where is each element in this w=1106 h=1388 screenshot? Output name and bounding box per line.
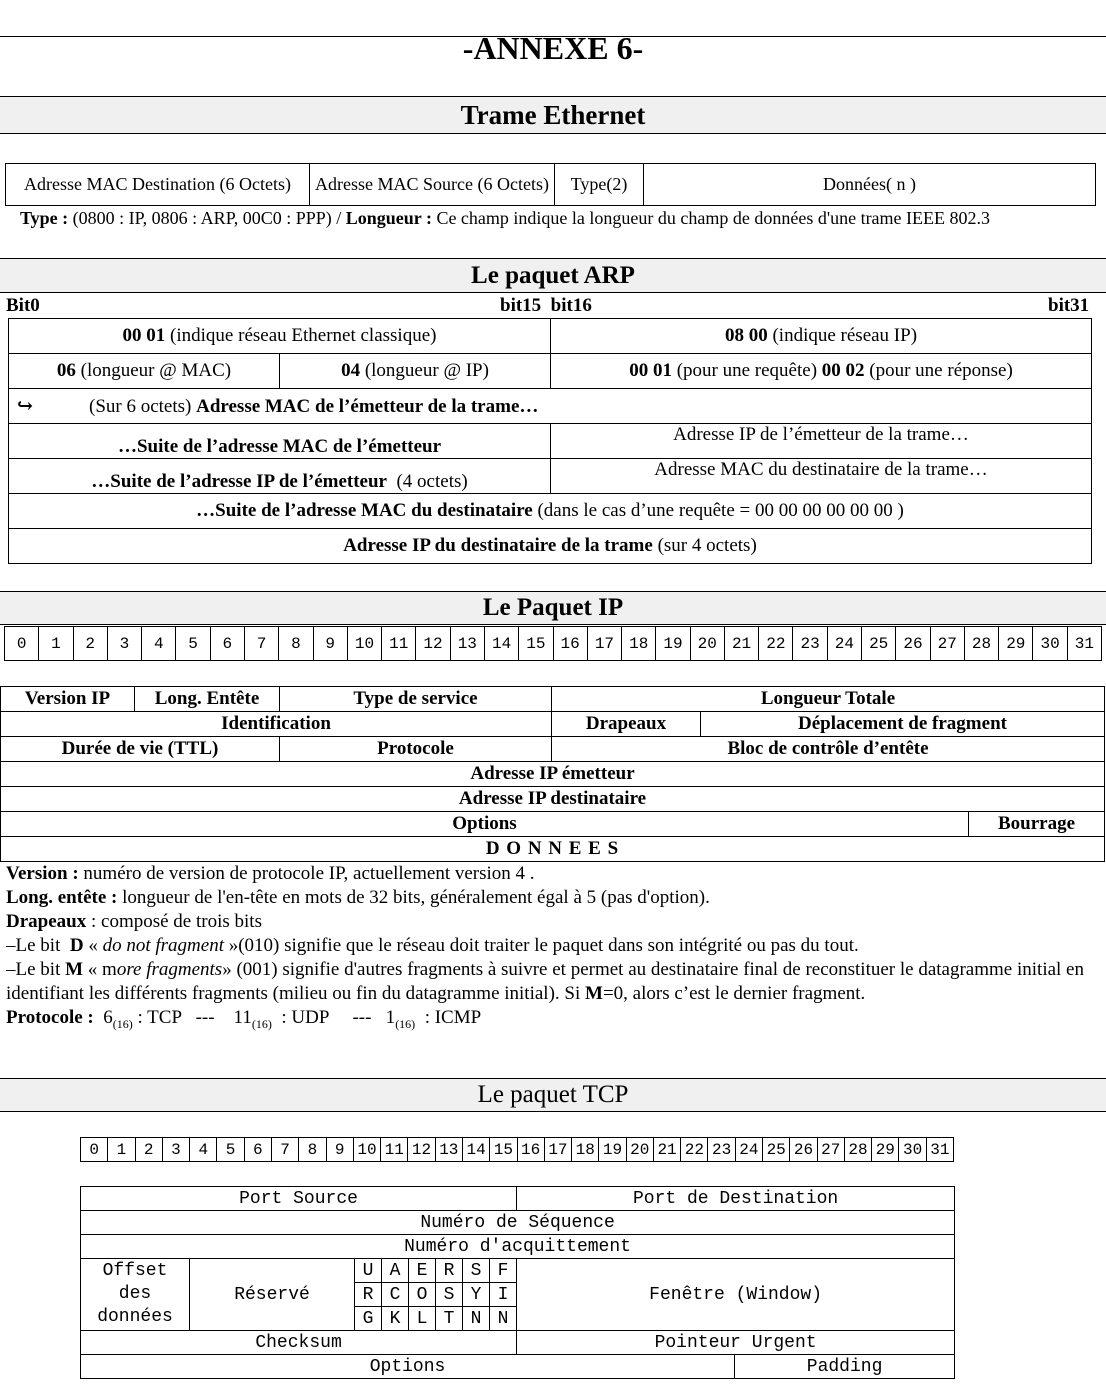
ip-header-table: [0, 686, 1105, 862]
tcp-bit-cell: 0: [81, 1138, 108, 1162]
ip-dst: Adresse IP destinataire: [1, 787, 1105, 812]
ip-bit-cell: 20: [690, 627, 724, 661]
arp-proto-type: 08 00 (indique réseau IP): [551, 319, 1092, 354]
tcp-bit-cell: 21: [653, 1138, 680, 1162]
ip-tos: Type de service: [280, 687, 552, 712]
ip-description: [6, 862, 1100, 1036]
ip-bit-cell: 29: [999, 627, 1033, 661]
ip-bit-cell: 16: [553, 627, 587, 661]
tcp-bit-cell: 19: [599, 1138, 626, 1162]
eth-mac-src: Adresse MAC Source (6 Octets): [310, 164, 555, 206]
tcp-flag-letter: A: [382, 1259, 409, 1283]
eth-data: Données( n ): [644, 164, 1096, 206]
tcp-padding: Padding: [735, 1355, 955, 1379]
tcp-bit-cell: 25: [763, 1138, 790, 1162]
ip-bit-cell: 0: [5, 627, 39, 661]
ip-bit-cell: 11: [382, 627, 416, 661]
arp-sender-mac: ↪ (Sur 6 octets) Adresse MAC de l’émetteur de la trame…: [9, 389, 1092, 424]
tcp-bit-cell: 1: [108, 1138, 135, 1162]
ip-bit-cell: 12: [416, 627, 450, 661]
eth-type: Type(2): [555, 164, 644, 206]
note-length-text: Ce champ indique la longueur du champ de données d'une trame IEEE 802.3: [431, 208, 991, 228]
tcp-flag-letter: F: [490, 1259, 517, 1283]
tcp-window: Fenêtre (Window): [517, 1259, 955, 1331]
tcp-bit-cell: 16: [517, 1138, 544, 1162]
tcp-bit-cell: 9: [326, 1138, 353, 1162]
tcp-port-dst: Port de Destination: [517, 1187, 955, 1211]
arp-target-mac-cont: …Suite de l’adresse MAC du destinataire (dans le cas d’une requête = 00 00 00 00 00 00 ): [9, 494, 1092, 529]
tcp-bit-cell: 22: [681, 1138, 708, 1162]
tcp-flag-letter: K: [382, 1307, 409, 1331]
tcp-flag-letter: E: [409, 1259, 436, 1283]
ip-bit-cell: 4: [142, 627, 176, 661]
arp-sender-mac-cont: …Suite de l’adresse MAC de l’émetteur: [9, 424, 551, 459]
desc-flags: Drapeaux : composé de trois bits: [6, 911, 262, 932]
tcp-bit-cell: 2: [135, 1138, 162, 1162]
tcp-bit-cell: 15: [490, 1138, 517, 1162]
note-type-text: (0800 : IP, 0806 : ARP, 00C0 : PPP) /: [68, 208, 346, 228]
desc-flag-m: –Le bit M « more fragments» (001) signifie d'autres fragments à suivre et permet au destinataire final de reconstituer le datagramme initial en identifiant les différents fragments (milieu ou fin du datagramme initial). Si M=0, alors c’est le dernier fragment.: [6, 959, 1084, 1004]
page-title: -ANNEXE 6-: [462, 30, 644, 66]
tcp-bit-cell: 13: [435, 1138, 462, 1162]
tcp-flag-letter: Y: [463, 1283, 490, 1307]
arp-heading-text: Le paquet ARP: [471, 261, 635, 289]
ip-bit-cell: 26: [896, 627, 930, 661]
ip-bit-cell: 2: [73, 627, 107, 661]
tcp-checksum: Checksum: [81, 1331, 517, 1355]
tcp-flag-letter: S: [436, 1283, 463, 1307]
desc-protocol: Protocole : $6_{(16)}$ : TCP --- $11_{(16)}$ : UDP --- $1_{(16)}$ : ICMP: [6, 1007, 482, 1031]
tcp-bit-cell: 8: [299, 1138, 326, 1162]
ip-bit-cell: 9: [313, 627, 347, 661]
ip-bit-cell: 25: [862, 627, 896, 661]
arp-opcode: 00 01 (pour une requête) 00 02 (pour une réponse): [551, 354, 1092, 389]
ip-bit-cell: 28: [964, 627, 998, 661]
tcp-bit-cell: 18: [572, 1138, 599, 1162]
ethernet-note: [20, 207, 1100, 229]
ip-protocol: Protocole: [280, 737, 552, 762]
arp-target-ip: Adresse IP du destinataire de la trame (sur 4 octets): [9, 529, 1092, 564]
ip-bit-cell: 18: [622, 627, 656, 661]
tcp-bit-cell: 7: [271, 1138, 298, 1162]
arp-sender-ip-cont: …Suite de l’adresse IP de l’émetteur (4 octets): [9, 459, 551, 494]
ip-src: Adresse IP émetteur: [1, 762, 1105, 787]
ip-checksum: Bloc de contrôle d’entête: [552, 737, 1105, 762]
tcp-offset: Offset des données: [81, 1259, 190, 1331]
desc-ihl: Long. entête : longueur de l'en-tête en mots de 32 bits, généralement égal à 5 (pas d'option).: [6, 887, 710, 908]
tcp-bit-cell: 24: [735, 1138, 762, 1162]
tcp-bit-cell: 30: [899, 1138, 926, 1162]
tcp-heading-text: Le paquet TCP: [477, 1081, 629, 1108]
arp-hw-type: 00 01 (indique réseau Ethernet classique): [9, 319, 551, 354]
tcp-bit-cell: 29: [872, 1138, 899, 1162]
arp-heading: [0, 258, 1106, 293]
tcp-heading: [0, 1078, 1106, 1112]
note-length-label: Longueur :: [345, 208, 432, 228]
ip-bit-cell: 14: [484, 627, 518, 661]
tcp-flag-letter: S: [463, 1259, 490, 1283]
arp-bit0: Bit0: [6, 295, 40, 316]
tcp-urgent: Pointeur Urgent: [517, 1331, 955, 1355]
ip-bit-cell: 3: [107, 627, 141, 661]
ip-bit-cell: 8: [279, 627, 313, 661]
ip-bit-cell: 6: [210, 627, 244, 661]
ip-bit-cell: 1: [39, 627, 73, 661]
tcp-bit-cell: 14: [462, 1138, 489, 1162]
tcp-bit-ruler: [80, 1137, 954, 1162]
arp-sender-ip: Adresse IP de l’émetteur de la trame…: [551, 424, 1092, 459]
ethernet-heading: [0, 96, 1106, 134]
tcp-flag-letter: N: [463, 1307, 490, 1331]
tcp-bit-cell: 4: [190, 1138, 217, 1162]
arp-table: [8, 318, 1092, 564]
tcp-bit-cell: 26: [790, 1138, 817, 1162]
ip-total-length: Longueur Totale: [552, 687, 1105, 712]
tcp-bit-cell: 23: [708, 1138, 735, 1162]
tcp-bit-cell: 12: [408, 1138, 435, 1162]
ip-ttl: Durée de vie (TTL): [1, 737, 280, 762]
tcp-reserved: Réservé: [190, 1259, 355, 1331]
tcp-port-src: Port Source: [81, 1187, 517, 1211]
ip-bit-cell: 13: [450, 627, 484, 661]
ip-bit-cell: 24: [827, 627, 861, 661]
tcp-bit-cell: 17: [544, 1138, 571, 1162]
ethernet-heading-text: Trame Ethernet: [460, 99, 646, 130]
ip-identification: Identification: [1, 712, 552, 737]
tcp-flag-letter: R: [436, 1259, 463, 1283]
ip-bit-cell: 21: [724, 627, 758, 661]
tcp-bit-cell: 27: [817, 1138, 844, 1162]
tcp-flag-letter: U: [355, 1259, 382, 1283]
tcp-ack: Numéro d'acquittement: [81, 1235, 955, 1259]
ip-bit-cell: 23: [793, 627, 827, 661]
arp-proto-len: 04 (longueur @ IP): [280, 354, 551, 389]
ip-bit-cell: 31: [1067, 627, 1101, 661]
ip-bit-cell: 17: [587, 627, 621, 661]
ethernet-frame-table: [5, 163, 1096, 206]
ip-heading-text: Le Paquet IP: [482, 594, 624, 621]
arp-bit31: bit31: [1048, 295, 1090, 316]
tcp-flag-letter: R: [355, 1283, 382, 1307]
ip-bit-cell: 30: [1033, 627, 1067, 661]
eth-mac-dst: Adresse MAC Destination (6 Octets): [6, 164, 310, 206]
ip-bit-ruler: [4, 626, 1102, 661]
tcp-flag-letter: O: [409, 1283, 436, 1307]
tcp-bit-cell: 11: [381, 1138, 408, 1162]
ip-bit-cell: 22: [759, 627, 793, 661]
desc-flag-d: –Le bit D « do not fragment »(010) signifie que le réseau doit traiter le paquet dans son intégrité ou pas du tout.: [6, 935, 859, 956]
tcp-header-table: [80, 1186, 955, 1379]
tcp-bit-cell: 28: [844, 1138, 871, 1162]
tcp-bit-cell: 10: [353, 1138, 380, 1162]
tcp-seq: Numéro de Séquence: [81, 1211, 955, 1235]
ip-heading: [0, 591, 1106, 625]
ip-bit-cell: 15: [519, 627, 553, 661]
tcp-bit-cell: 20: [626, 1138, 653, 1162]
ip-bit-cell: 19: [656, 627, 690, 661]
tcp-flag-letter: L: [409, 1307, 436, 1331]
tcp-flag-letter: G: [355, 1307, 382, 1331]
ip-bit-cell: 7: [244, 627, 278, 661]
tcp-bit-cell: 5: [217, 1138, 244, 1162]
tcp-flag-letter: N: [490, 1307, 517, 1331]
ip-bit-cell: 5: [176, 627, 210, 661]
arrow-icon: ↪: [17, 395, 33, 417]
note-type-label: Type :: [20, 208, 69, 228]
tcp-bit-cell: 6: [244, 1138, 271, 1162]
tcp-bit-cell: 3: [162, 1138, 189, 1162]
ip-data: D O N N E E S: [1, 837, 1105, 862]
arp-target-mac: Adresse MAC du destinataire de la trame…: [551, 459, 1092, 494]
arp-hw-len: 06 (longueur @ MAC): [9, 354, 280, 389]
ip-bit-cell: 10: [347, 627, 381, 661]
arp-bit15-16: bit15 bit16: [500, 295, 592, 316]
tcp-flag-letter: I: [490, 1283, 517, 1307]
tcp-bit-cell: 31: [926, 1138, 953, 1162]
ip-options: Options: [1, 812, 969, 837]
ip-bit-cell: 27: [930, 627, 964, 661]
ip-version: Version IP: [1, 687, 135, 712]
tcp-flag-letter: T: [436, 1307, 463, 1331]
desc-version: Version : numéro de version de protocole IP, actuellement version 4 .: [6, 863, 535, 884]
ip-flags: Drapeaux: [552, 712, 701, 737]
tcp-flag-letter: C: [382, 1283, 409, 1307]
ip-padding: Bourrage: [969, 812, 1105, 837]
tcp-options: Options: [81, 1355, 735, 1379]
ip-ihl: Long. Entête: [135, 687, 280, 712]
ip-fragment-offset: Déplacement de fragment: [701, 712, 1105, 737]
